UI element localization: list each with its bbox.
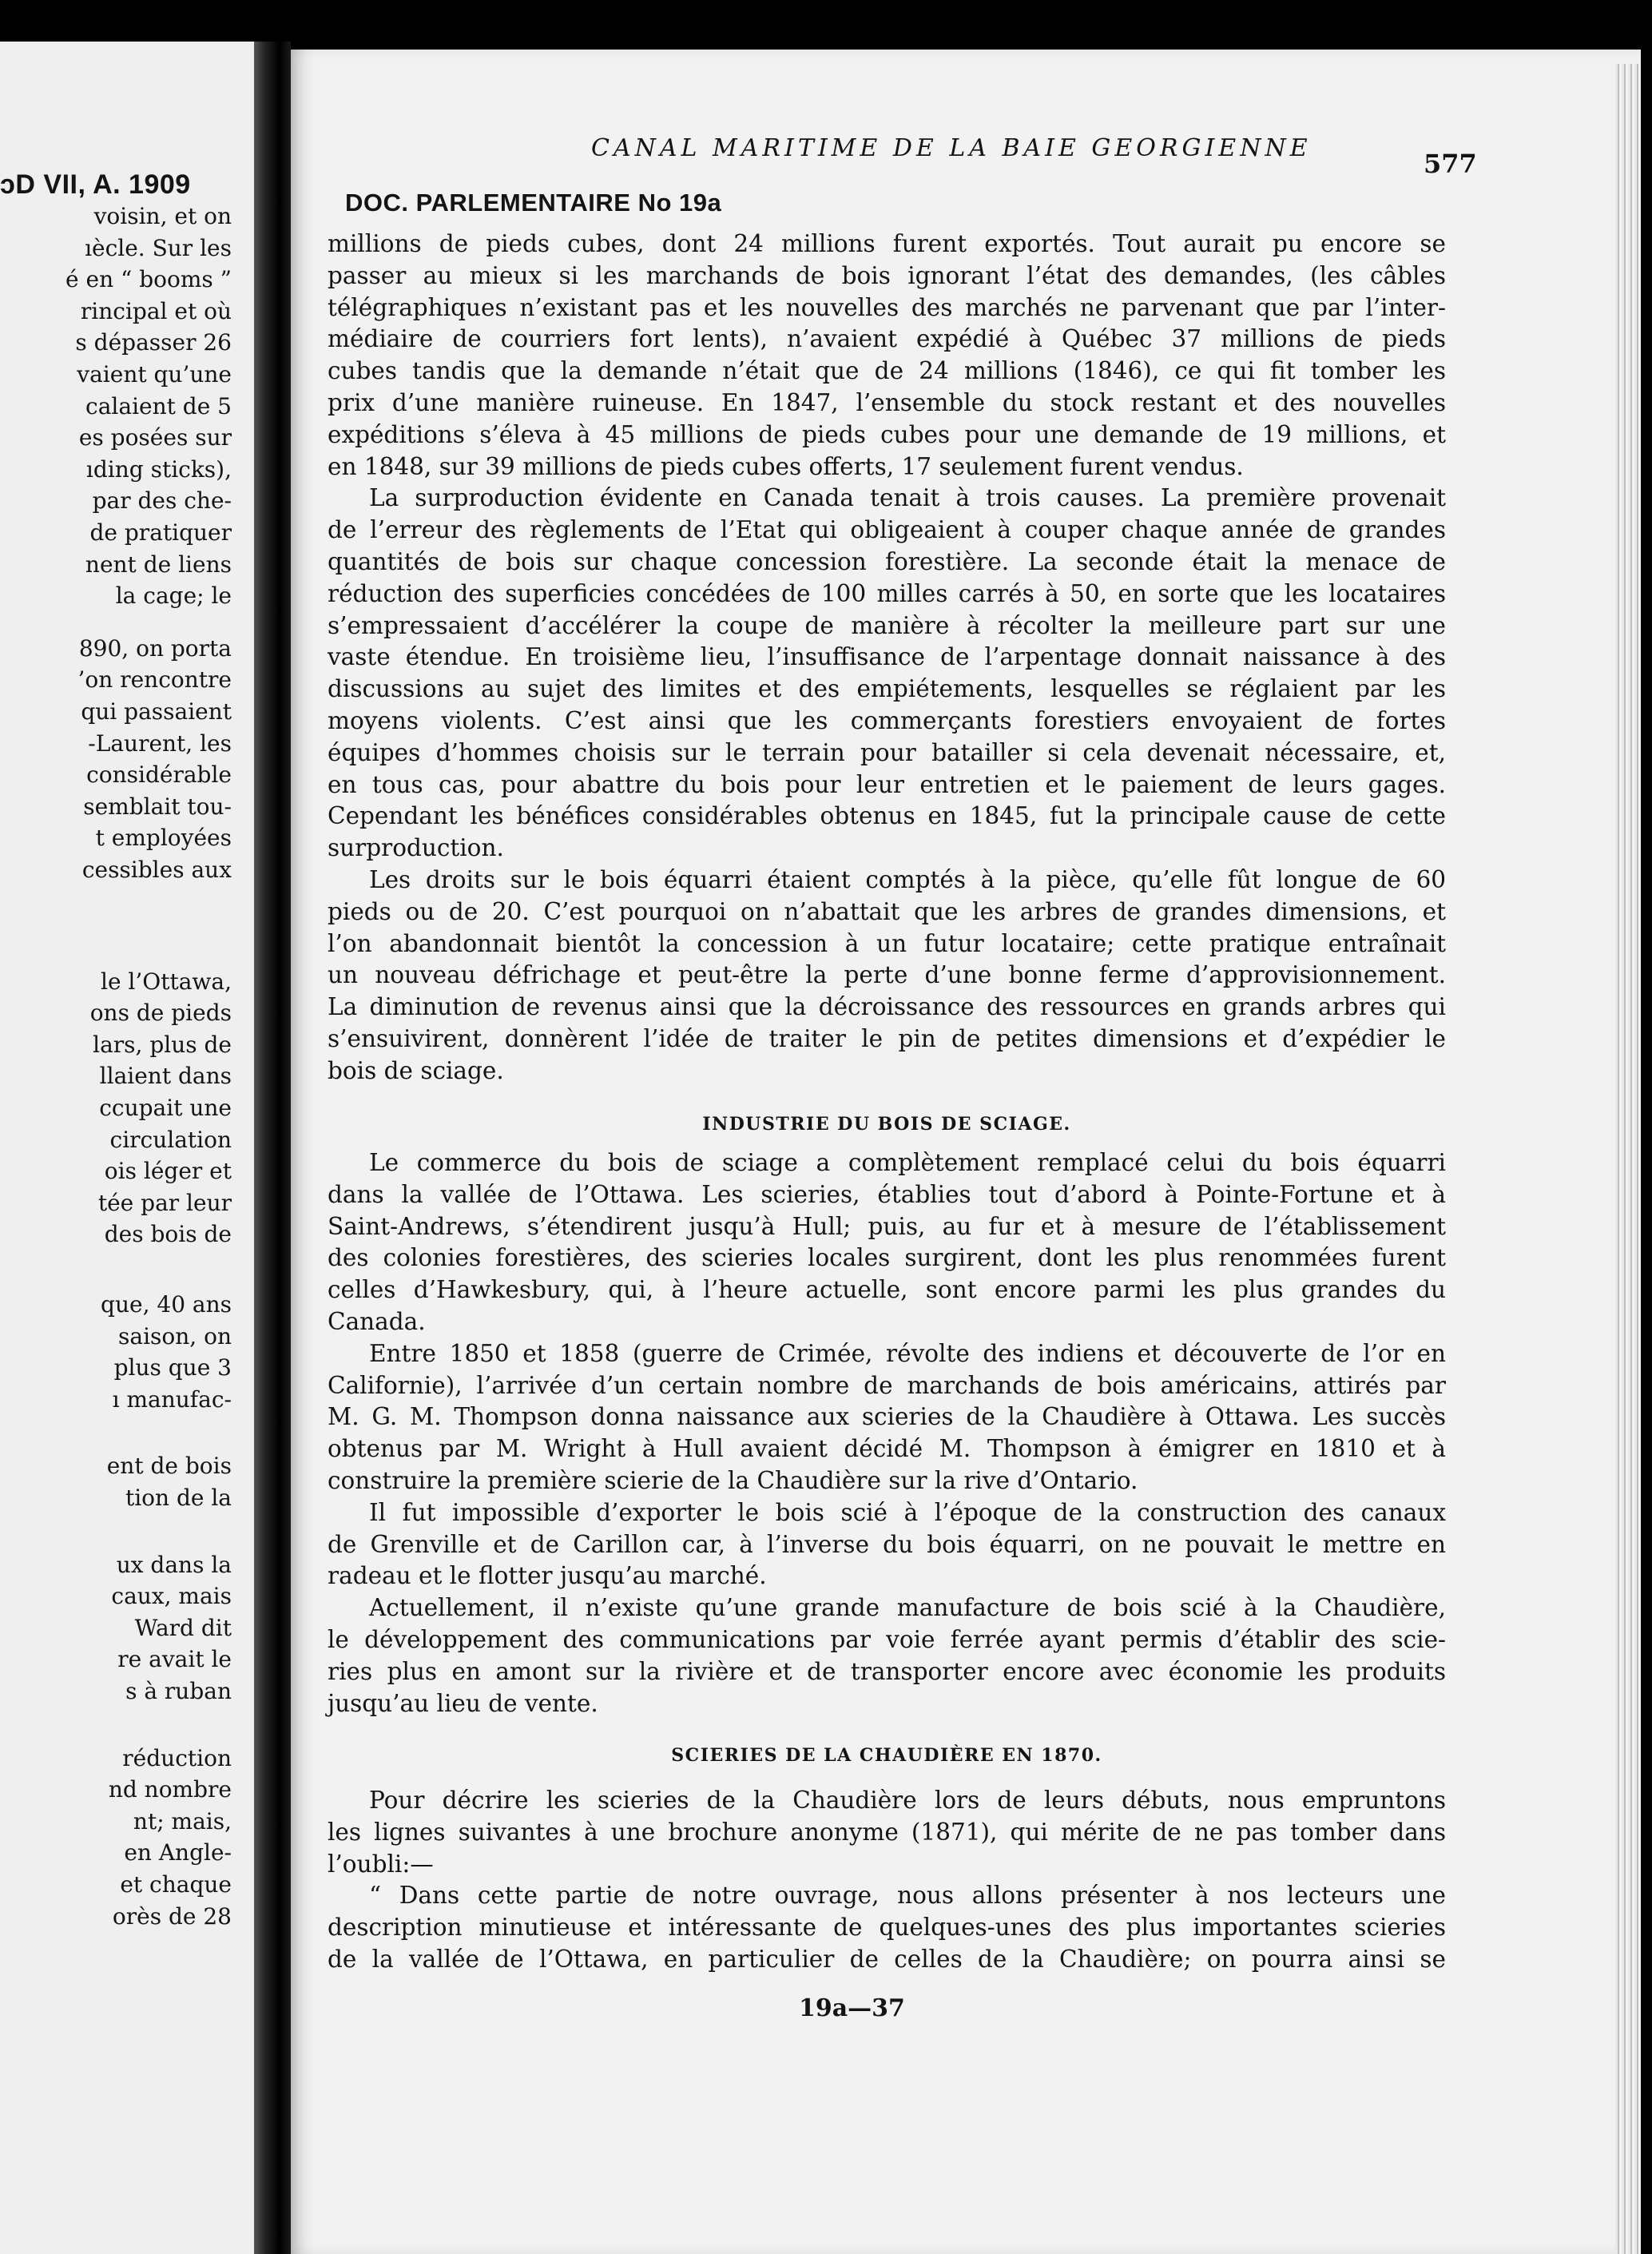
- left-page-line: s dépasser 26: [75, 329, 232, 356]
- text-line: l’on abandonnait bientôt la concession à un futur locataire; cette pratique entraînait: [328, 929, 1446, 957]
- text-line: réduction des superficies concédées de 100 milles carrés à 50, en sorte que les locataires: [328, 579, 1446, 607]
- left-page-line: ux dans la: [116, 1551, 232, 1578]
- left-page-line: par des che-: [92, 487, 232, 515]
- left-page-line: calaient de 5: [85, 392, 232, 419]
- text-line: M. G. M. Thompson donna naissance aux scieries de la Chaudière à Ottawa. Les succès: [328, 1403, 1446, 1431]
- left-page-line: es posées sur: [78, 424, 232, 451]
- text-line: vaste étendue. En troisième lieu, l’insuffisance de l’arpentage donnait naissance à des: [328, 643, 1446, 671]
- left-page-line: caux, mais: [111, 1583, 232, 1610]
- text-line: télégraphiques n’existant pas et les nouvelles des marchés ne parvenant que par l’inter-: [328, 293, 1446, 321]
- text-line: un nouveau défrichage et peut-être la perte d’une bonne ferme d’approvisionnement.: [328, 961, 1446, 989]
- left-page-line: nt; mais,: [133, 1807, 232, 1835]
- text-line: l’oubli:—: [328, 1850, 434, 1878]
- left-page-line: cessibles aux: [81, 857, 232, 883]
- left-page-line: nent de liens: [85, 551, 232, 578]
- left-page-line: réduction: [122, 1744, 232, 1771]
- text-line: s’ensuivirent, donnèrent l’idée de traiter le pin de petites dimensions et d’expédier le: [328, 1024, 1446, 1052]
- left-page-line: plus que 3: [113, 1354, 232, 1381]
- text-line: cubes tandis que la demande n’était que de 24 millions (1846), ce qui fit tomber les: [328, 357, 1446, 385]
- text-line: description minutieuse et intéressante de quelques-unes des plus importantes scieries: [328, 1914, 1446, 1942]
- left-page-line: nd nombre: [108, 1776, 232, 1803]
- left-page-line: et chaque: [120, 1871, 232, 1898]
- left-page-line: des bois de: [104, 1221, 232, 1248]
- text-line: Actuellement, il n’existe qu’une grande manufacture de bois scié à la Chaudière,: [369, 1594, 1446, 1622]
- text-line: Canada.: [328, 1307, 426, 1335]
- left-page-line: 890, on porta: [78, 634, 232, 662]
- text-line: radeau et le flotter jusqu’au marché.: [328, 1562, 767, 1590]
- text-line: obtenus par M. Wright à Hull avaient décidé M. Thompson à émigrer en 1810 et à: [328, 1435, 1446, 1463]
- left-page-line: voisin, et on: [93, 203, 232, 229]
- left-page-line: ı manufac-: [112, 1385, 232, 1413]
- left-page-fragment: [0, 42, 256, 2254]
- text-line: le développement des communications par voie ferrée ayant permis d’établir des scie-: [328, 1625, 1446, 1653]
- left-page-line: -Laurent, les: [88, 729, 232, 757]
- text-line: Cependant les bénéfices considérables obtenus en 1845, fut la principale cause de cette: [328, 802, 1446, 830]
- body-text-block-3: [328, 1785, 1446, 1976]
- text-line: médiaire de courriers fort lents), n’avaient expédié à Québec 37 millions de pieds: [328, 325, 1446, 353]
- text-line: “ Dans cette partie de notre ouvrage, nous allons présenter à nos lecteurs une: [369, 1882, 1446, 1910]
- text-line: Saint-Andrews, s’étendirent jusqu’à Hull; puis, au fur et à mesure de l’établissement: [328, 1212, 1446, 1240]
- left-page-line: que, 40 ans: [101, 1291, 232, 1318]
- left-page-line: t employées: [95, 825, 232, 852]
- page-signature: 19a—37: [799, 1994, 905, 2022]
- text-line: quantités de bois sur chaque concession forestière. La seconde était la menace de: [328, 547, 1446, 575]
- text-line: La surproduction évidente en Canada tenait à trois causes. La première provenait: [369, 484, 1446, 512]
- page-edge-stack: [1615, 64, 1641, 2254]
- left-page-line: Ward dit: [134, 1614, 232, 1641]
- left-page-line: le l’Ottawa,: [101, 968, 232, 995]
- body-text-block-2: [328, 1147, 1446, 1719]
- section-heading-sawmill-industry: INDUSTRIE DU BOIS DE SCIAGE.: [702, 1114, 1071, 1135]
- text-line: s’empressaient d’accélérer la coupe de manière à récolter la meilleure part sur une: [328, 611, 1446, 639]
- left-page-line: qui passaient: [81, 698, 232, 725]
- left-page-header: ɔD VII, A. 1909: [0, 169, 191, 200]
- left-page-line: re avait le: [117, 1646, 232, 1673]
- section-heading-chaudiere-sawmills: SCIERIES DE LA CHAUDIÈRE EN 1870.: [671, 1745, 1102, 1766]
- text-line: Les droits sur le bois équarri étaient comptés à la pièce, qu’elle fût longue de 60: [369, 865, 1446, 893]
- text-line: bois de sciage.: [328, 1056, 504, 1084]
- left-page-line: en Angle-: [124, 1839, 232, 1866]
- left-page-line: ccupait une: [99, 1095, 232, 1121]
- left-page-line: ois léger et: [104, 1158, 232, 1185]
- text-line: construire la première scierie de la Chaudière sur la rive d’Ontario.: [328, 1466, 1138, 1494]
- text-line: Le commerce du bois de sciage a complètement remplacé celui du bois équarri: [369, 1149, 1446, 1176]
- text-line: surproduction.: [328, 834, 504, 862]
- text-line: prix d’une manière ruineuse. En 1847, l’ensemble du stock restant et des nouvelles: [328, 388, 1446, 416]
- left-page-line: orès de 28: [112, 1902, 232, 1930]
- text-line: expéditions s’éleva à 45 millions de pieds cubes pour une demande de 19 millions, et: [328, 420, 1446, 448]
- left-page-line: tion de la: [125, 1485, 232, 1511]
- left-page-line: lars, plus de: [93, 1031, 232, 1058]
- page-number: 577: [1424, 149, 1477, 179]
- left-page-line: ıècle. Sur les: [85, 234, 232, 261]
- left-page-line: vaient qu’une: [77, 361, 232, 388]
- book-gutter: [254, 42, 291, 2254]
- text-line: celles d’Hawkesbury, qui, à l’heure actuelle, sont encore parmi les plus grandes du: [328, 1276, 1446, 1304]
- left-page-line: ıding sticks),: [85, 455, 232, 483]
- text-line: moyens violents. C’est ainsi que les commerçants forestiers envoyaient de fortes: [328, 706, 1446, 734]
- text-line: millions de pieds cubes, dont 24 millions furent exportés. Tout aurait pu encore se: [328, 230, 1446, 257]
- text-line: pieds ou de 20. C’est pourquoi on n’abattait que les arbres de grandes dimensions, et: [328, 897, 1446, 925]
- body-text-block-1: [328, 229, 1446, 1087]
- left-page-line: ’on rencontre: [77, 666, 232, 694]
- text-line: dans la vallée de l’Ottawa. Les scieries, établies tout d’abord à Pointe-Fortune et à: [328, 1180, 1446, 1208]
- left-page-line: circulation: [109, 1126, 232, 1153]
- text-line: discussions au sujet des limites et des empiétements, lesquelles se réglaient par les: [328, 675, 1446, 703]
- text-line: Pour décrire les scieries de la Chaudière lors de leurs débuts, nous empruntons: [369, 1787, 1446, 1814]
- text-line: La diminution de revenus ainsi que la décroissance des ressources en grands arbres qui: [328, 993, 1446, 1021]
- text-line: jusqu’au lieu de vente.: [328, 1689, 598, 1717]
- text-line: équipes d’hommes choisis sur le terrain pour batailler si cela devenait nécessaire, et,: [328, 738, 1446, 766]
- text-line: Californie), l’arrivée d’un certain nombre de marchands de bois américains, attirés par: [328, 1371, 1446, 1399]
- text-line: passer au mieux si les marchands de bois ignorant l’état des demandes, (les câbles: [328, 261, 1446, 289]
- left-page-line: rincipal et où: [80, 297, 232, 324]
- left-page-line: llaient dans: [99, 1063, 232, 1090]
- left-page-line: ent de bois: [106, 1453, 232, 1480]
- text-line: en tous cas, pour abattre du bois pour leur entretien et le paiement de leurs gages.: [328, 770, 1446, 798]
- text-line: Entre 1850 et 1858 (guerre de Crimée, révolte des indiens et découverte de l’or en: [369, 1339, 1446, 1367]
- left-page-line: la cage; le: [115, 582, 232, 610]
- text-line: ries plus en amont sur la rivière et de transporter encore avec économie les produits: [328, 1657, 1446, 1685]
- text-line: Il fut impossible d’exporter le bois scié à l’époque de la construction des canaux: [369, 1498, 1446, 1526]
- running-title: CANAL MARITIME DE LA BAIE GEORGIENNE: [591, 134, 1312, 162]
- text-line: de l’erreur des règlements de l’Etat qui obligeaient à couper chaque année de grandes: [328, 516, 1446, 544]
- text-line: de la vallée de l’Ottawa, en particulier de celles de la Chaudière; on pourra ainsi se: [328, 1945, 1446, 1973]
- left-page-line: é en “ booms ”: [66, 266, 232, 293]
- text-line: en 1848, sur 39 millions de pieds cubes offerts, 17 seulement furent vendus.: [328, 452, 1244, 480]
- text-line: les lignes suivantes à une brochure anonyme (1871), qui mérite de ne pas tomber dans: [328, 1818, 1446, 1846]
- left-page-line: saison, on: [118, 1322, 232, 1350]
- left-page-line: s à ruban: [125, 1678, 232, 1704]
- left-page-line: considérable: [86, 761, 232, 789]
- left-page-line: semblait tou-: [83, 793, 232, 820]
- left-page-line: de pratiquer: [89, 519, 232, 546]
- text-line: des colonies forestières, des scieries locales surgirent, dont les plus renommées furent: [328, 1244, 1446, 1272]
- left-page-line: tée par leur: [97, 1189, 232, 1216]
- text-line: de Grenville et de Carillon car, à l’inverse du bois équarri, on ne pouvait le mettre en: [328, 1530, 1446, 1558]
- left-page-line: ons de pieds: [89, 1000, 232, 1027]
- document-label: DOC. PARLEMENTAIRE No 19a: [345, 189, 722, 217]
